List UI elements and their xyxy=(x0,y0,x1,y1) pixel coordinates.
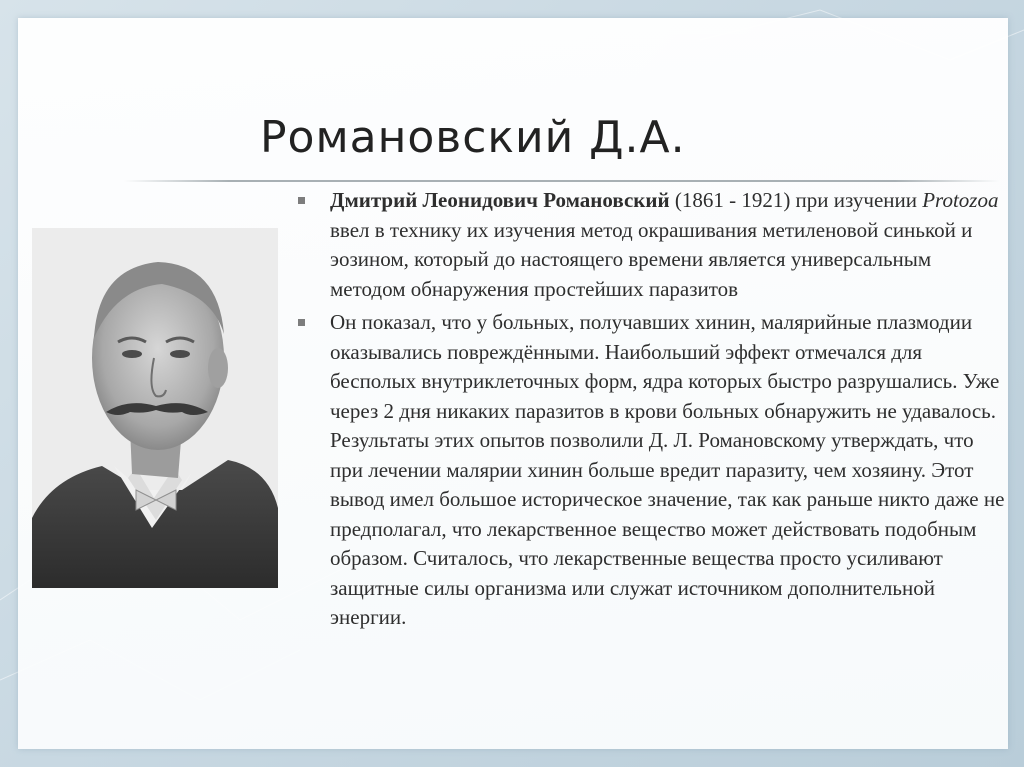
bullet-bold-name: Дмитрий Леонидович Романовский xyxy=(330,188,670,212)
bullet-italic-term: Protozoa xyxy=(922,188,999,212)
slide-content xyxy=(296,186,1008,637)
bullet-item xyxy=(296,308,1008,633)
bullet-item xyxy=(296,186,1008,304)
title-divider xyxy=(124,180,1000,182)
bullet-text: Он показал, что у больных, получавших хинин, малярийные плазмодии оказывались повреждёнными. Наибольший эффект отмечался для бесполых внутриклеточных форм, ядра которых быстро разрушались. Уже через 2 дня никаких паразитов в крови больных обнаружить не удавалось. Результаты этих опытов позволили Д. Л. Романовскому утверждать, что при лечении малярии хинин больше вредит паразиту, чем хозяину. Этот вывод имел большое историческое значение, так как раньше никто даже не предполагал, что лекарственное вещество может действовать подобным образом. Считалось, что лекарственные вещества просто усиливают защитные силы организма или служат источником дополнительной энергии. xyxy=(330,310,1005,629)
square-bullet-icon xyxy=(298,197,305,204)
bullet-text-part: ввел в технику их изучения метод окрашивания метиленовой синькой и эозином, который до настоящего времени является универсальным методом обнаружения простейших паразитов xyxy=(330,217,973,301)
portrait-icon xyxy=(32,228,278,588)
bullet-text xyxy=(330,186,1008,304)
slide-title: Романовский Д.А. xyxy=(260,112,686,163)
portrait-photo xyxy=(32,228,278,588)
bullet-text-part: (1861 - 1921) при изучении xyxy=(669,188,923,212)
square-bullet-icon xyxy=(298,319,305,326)
